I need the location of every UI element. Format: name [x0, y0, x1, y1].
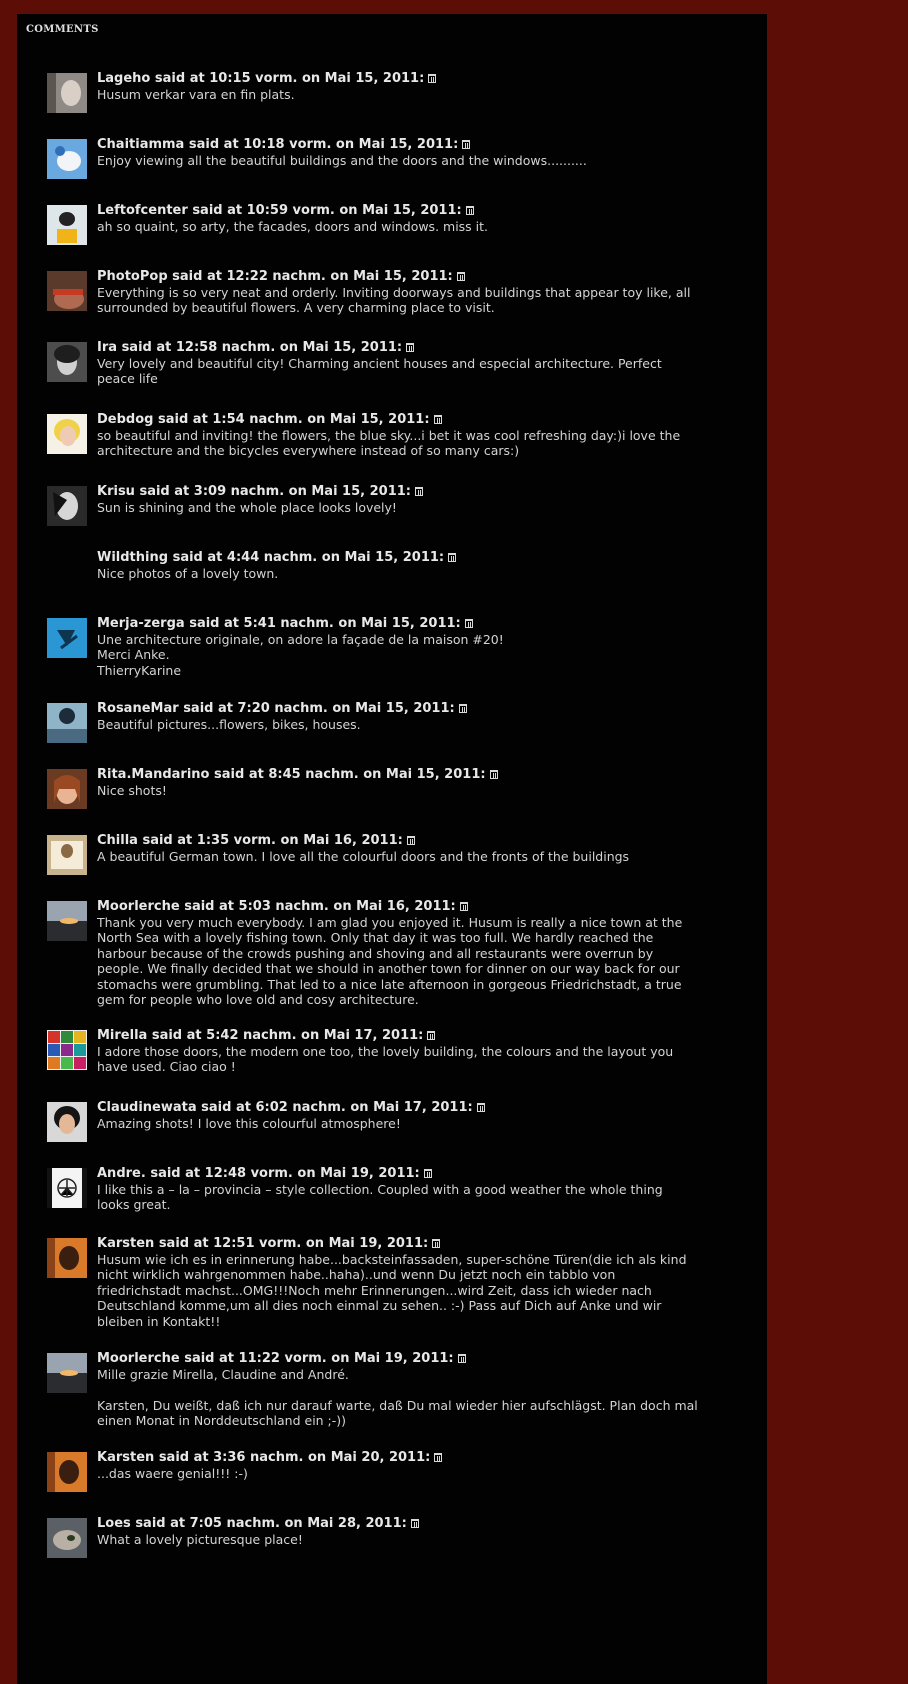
comment-text: Everything is so very neat and orderly. Inviting doorways and buildings that appear toy like, all surrounded by beautiful flowers. A very charming place to visit. — [97, 285, 691, 316]
avatar[interactable] — [47, 901, 87, 941]
said-at-label: said at — [189, 616, 239, 631]
avatar[interactable] — [47, 486, 87, 526]
comment-body — [97, 412, 757, 459]
trash-icon[interactable] — [424, 1169, 432, 1178]
comment-author[interactable]: Andre. — [97, 1166, 146, 1181]
comment-text: Enjoy viewing all the beautiful buildings and the doors and the windows.......... — [97, 153, 587, 168]
avatar[interactable] — [47, 414, 87, 454]
comment-author[interactable]: Lageho — [97, 71, 151, 86]
avatar[interactable] — [47, 139, 87, 179]
said-at-label: said at — [188, 137, 239, 152]
trash-icon[interactable] — [407, 836, 415, 845]
comment-body — [97, 1450, 757, 1481]
trash-icon[interactable] — [411, 1519, 419, 1528]
said-at-label: said at — [121, 340, 172, 355]
said-at-label: said at — [150, 1166, 201, 1181]
comment-timestamp: 8:45 nachm. on Mai 15, 2011: — [268, 767, 486, 782]
comment-author[interactable]: Loes — [97, 1516, 131, 1531]
said-at-label: said at — [183, 701, 233, 716]
comment-header — [97, 833, 757, 849]
avatar[interactable] — [47, 703, 87, 743]
comment-body — [97, 269, 757, 316]
trash-icon[interactable] — [427, 1031, 435, 1040]
trash-icon[interactable] — [460, 902, 468, 911]
comment-text: ah so quaint, so arty, the facades, doors and windows. miss it. — [97, 219, 489, 234]
comment-body — [97, 1351, 757, 1429]
comment-timestamp: 3:36 nachm. on Mai 20, 2011: — [213, 1450, 431, 1465]
comment-header — [97, 899, 757, 915]
avatar[interactable] — [47, 835, 87, 875]
trash-icon[interactable] — [406, 343, 414, 352]
trash-icon[interactable] — [458, 1354, 466, 1363]
comment-header — [97, 1516, 757, 1532]
comment-author[interactable]: Rita.Mandarino — [97, 767, 210, 782]
said-at-label: said at — [158, 1450, 209, 1465]
comment-author[interactable]: Claudinewata — [97, 1100, 197, 1115]
avatar[interactable] — [47, 1353, 87, 1393]
comment-body — [97, 701, 757, 732]
comment-body — [97, 767, 757, 798]
comment-header — [97, 1028, 757, 1044]
comment-header — [97, 1166, 757, 1182]
comment-body — [97, 1100, 757, 1131]
comment-body — [97, 833, 757, 864]
trash-icon[interactable] — [477, 1103, 485, 1112]
avatar[interactable] — [47, 1168, 87, 1208]
comment-text: Husum verkar vara en fin plats. — [97, 87, 295, 102]
comment-author[interactable]: Wildthing — [97, 550, 169, 565]
comment-header — [97, 1351, 757, 1367]
comment-text: Husum wie ich es in erinnerung habe...backsteinfassaden, super-schöne Türen(die ich als kind nicht wirklich wahrgenommen habe..haha)..und wenn Du jetzt noch ein tabblo von friedrichstadt machst...OMG!!!Noch mehr Erinnerungen...wird Zeit, dass ich wieder nach Deutschland komme,um all dies noch einmal zu sehen.. :-) Pass auf Dich auf Anke und wir bleiben in Kontakt!! — [97, 1252, 687, 1329]
said-at-label: said at — [172, 269, 222, 284]
comment-author[interactable]: Karsten — [97, 1450, 155, 1465]
comments-heading: COMMENTS — [26, 24, 99, 35]
comment-text: Thank you very much everybody. I am glad you enjoyed it. Husum is really a nice town at the North Sea with a lovely fishing town. Only that day it was too full. We hardly reached the harbour because of the crowds pushing and shoving and all restaurants were overrun by people. We finally decided that we should in another town for dinner on our way back for our stomachs were grumbling. That led to a nice late afternoon in gorgeous Friedrichstadt, a true gem for people who love old and cosy architecture. — [97, 915, 683, 1008]
comment-text: Mille grazie Mirella, Claudine and André. Karsten, Du weißt, daß ich nur darauf warte, daß Du mal wieder hier aufschlägst. Plan doch mal einen Monat in Norddeutschland ein ;-)) — [97, 1367, 698, 1429]
said-at-label: said at — [151, 1028, 202, 1043]
comment-body — [97, 616, 757, 678]
comment-timestamp: 1:54 nachm. on Mai 15, 2011: — [212, 412, 430, 427]
comment-author[interactable]: Ira — [97, 340, 118, 355]
comment-timestamp: 10:15 vorm. on Mai 15, 2011: — [209, 71, 425, 86]
comment-text: so beautiful and inviting! the flowers, the blue sky...i bet it was cool refreshing day:)i love the architecture and the bicycles everywhere instead of so many cars:) — [97, 428, 681, 459]
comment-timestamp: 7:20 nachm. on Mai 15, 2011: — [237, 701, 455, 716]
said-at-label: said at — [184, 1351, 234, 1366]
said-at-label: said at — [214, 767, 264, 782]
comment-text: What a lovely picturesque place! — [97, 1532, 303, 1547]
avatar[interactable] — [47, 73, 87, 113]
said-at-label: said at — [154, 71, 205, 86]
comment-header — [97, 1100, 757, 1116]
said-at-label: said at — [135, 1516, 186, 1531]
comment-timestamp: 12:48 vorm. on Mai 19, 2011: — [204, 1166, 420, 1181]
comment-timestamp: 11:22 vorm. on Mai 19, 2011: — [238, 1351, 454, 1366]
comment-text: Sun is shining and the whole place looks lovely! — [97, 500, 397, 515]
comment-text: ...das waere genial!!! :-) — [97, 1466, 248, 1481]
comment-timestamp: 1:35 vorm. on Mai 16, 2011: — [196, 833, 403, 848]
trash-icon[interactable] — [462, 140, 470, 149]
comments-panel — [17, 14, 767, 1684]
avatar[interactable] — [47, 205, 87, 245]
comment-author[interactable]: Debdog — [97, 412, 154, 427]
trash-icon[interactable] — [459, 704, 467, 713]
comment-timestamp: 7:05 nachm. on Mai 28, 2011: — [189, 1516, 407, 1531]
comment-timestamp: 5:42 nachm. on Mai 17, 2011: — [206, 1028, 424, 1043]
comment-body — [97, 137, 757, 168]
comment-timestamp: 3:09 nachm. on Mai 15, 2011: — [193, 484, 411, 499]
trash-icon[interactable] — [465, 619, 473, 628]
said-at-label: said at — [201, 1100, 251, 1115]
comment-author[interactable]: Mirella — [97, 1028, 148, 1043]
comment-body — [97, 1166, 757, 1213]
comment-body — [97, 203, 757, 234]
trash-icon[interactable] — [415, 487, 423, 496]
said-at-label: said at — [192, 203, 243, 218]
said-at-label: said at — [142, 833, 193, 848]
trash-icon[interactable] — [490, 770, 498, 779]
said-at-label: said at — [158, 412, 208, 427]
comment-body — [97, 550, 757, 581]
avatar[interactable] — [47, 1102, 87, 1142]
comment-header — [97, 616, 757, 632]
comment-author[interactable]: Merja-zerga — [97, 616, 185, 631]
comment-header — [97, 137, 757, 153]
comment-text: Nice shots! — [97, 783, 167, 798]
trash-icon[interactable] — [428, 74, 436, 83]
comment-body — [97, 340, 757, 387]
comment-header — [97, 701, 757, 717]
comment-author[interactable]: Chaitiamma — [97, 137, 185, 152]
comment-timestamp: 12:22 nachm. on Mai 15, 2011: — [226, 269, 453, 284]
comment-text: I adore those doors, the modern one too, the lovely building, the colours and the layout you have used. Ciao ciao ! — [97, 1044, 674, 1075]
comment-body — [97, 899, 757, 1007]
comment-body — [97, 1028, 757, 1075]
comment-author[interactable]: Chilla — [97, 833, 138, 848]
comment-timestamp: 5:41 nachm. on Mai 15, 2011: — [243, 616, 461, 631]
comment-text: Very lovely and beautiful city! Charming ancient houses and especial architecture. Perfect peace life — [97, 356, 662, 387]
said-at-label: said at — [172, 550, 223, 565]
comment-header — [97, 484, 757, 500]
comment-header — [97, 1236, 757, 1252]
comment-timestamp: 12:51 vorm. on Mai 19, 2011: — [213, 1236, 429, 1251]
trash-icon[interactable] — [457, 272, 465, 281]
comment-header — [97, 203, 757, 219]
said-at-label: said at — [139, 484, 190, 499]
said-at-label: said at — [184, 899, 234, 914]
trash-icon[interactable] — [448, 553, 456, 562]
comment-header — [97, 340, 757, 356]
avatar[interactable] — [47, 618, 87, 658]
comment-text: Beautiful pictures...flowers, bikes, houses. — [97, 717, 361, 732]
comment-text: Nice photos of a lovely town. — [97, 566, 279, 581]
avatar[interactable] — [47, 342, 87, 382]
avatar[interactable] — [47, 769, 87, 809]
comment-body — [97, 1236, 757, 1329]
comment-author[interactable]: PhotoPop — [97, 269, 168, 284]
comment-timestamp: 6:02 nachm. on Mai 17, 2011: — [255, 1100, 473, 1115]
comment-timestamp: 5:03 nachm. on Mai 16, 2011: — [238, 899, 456, 914]
comment-header — [97, 550, 757, 566]
comment-timestamp: 12:58 nachm. on Mai 15, 2011: — [175, 340, 403, 355]
trash-icon[interactable] — [466, 206, 474, 215]
comment-author[interactable]: Karsten — [97, 1236, 155, 1251]
comment-author[interactable]: Leftofcenter — [97, 203, 188, 218]
comment-text: A beautiful German town. I love all the colourful doors and the fronts of the buildings — [97, 849, 630, 864]
trash-icon[interactable] — [434, 415, 442, 424]
comment-author[interactable]: Krisu — [97, 484, 135, 499]
comment-author[interactable]: Moorlerche — [97, 899, 180, 914]
said-at-label: said at — [158, 1236, 209, 1251]
comment-author[interactable]: RosaneMar — [97, 701, 179, 716]
comment-text: I like this a – la – provincia – style collection. Coupled with a good weather the whole thing looks great. — [97, 1182, 663, 1213]
trash-icon[interactable] — [434, 1453, 442, 1462]
avatar[interactable] — [47, 1452, 87, 1492]
avatar[interactable] — [47, 271, 87, 311]
comment-header — [97, 412, 757, 428]
comment-header — [97, 269, 757, 285]
comment-text: Amazing shots! I love this colourful atmosphere! — [97, 1116, 401, 1131]
comment-timestamp: 10:59 vorm. on Mai 15, 2011: — [246, 203, 462, 218]
comment-timestamp: 4:44 nachm. on Mai 15, 2011: — [226, 550, 445, 565]
comment-body — [97, 484, 757, 515]
comment-text: Une architecture originale, on adore la façade de la maison #20! Merci Anke. ThierryKarine — [97, 632, 504, 678]
avatar[interactable] — [47, 1030, 87, 1070]
trash-icon[interactable] — [432, 1239, 440, 1248]
comment-header — [97, 71, 757, 87]
avatar[interactable] — [47, 1238, 87, 1278]
avatar[interactable] — [47, 1518, 87, 1558]
comment-header — [97, 1450, 757, 1466]
comment-timestamp: 10:18 vorm. on Mai 15, 2011: — [243, 137, 459, 152]
comment-header — [97, 767, 757, 783]
comment-body — [97, 71, 757, 102]
comment-author[interactable]: Moorlerche — [97, 1351, 180, 1366]
comment-body — [97, 1516, 757, 1547]
